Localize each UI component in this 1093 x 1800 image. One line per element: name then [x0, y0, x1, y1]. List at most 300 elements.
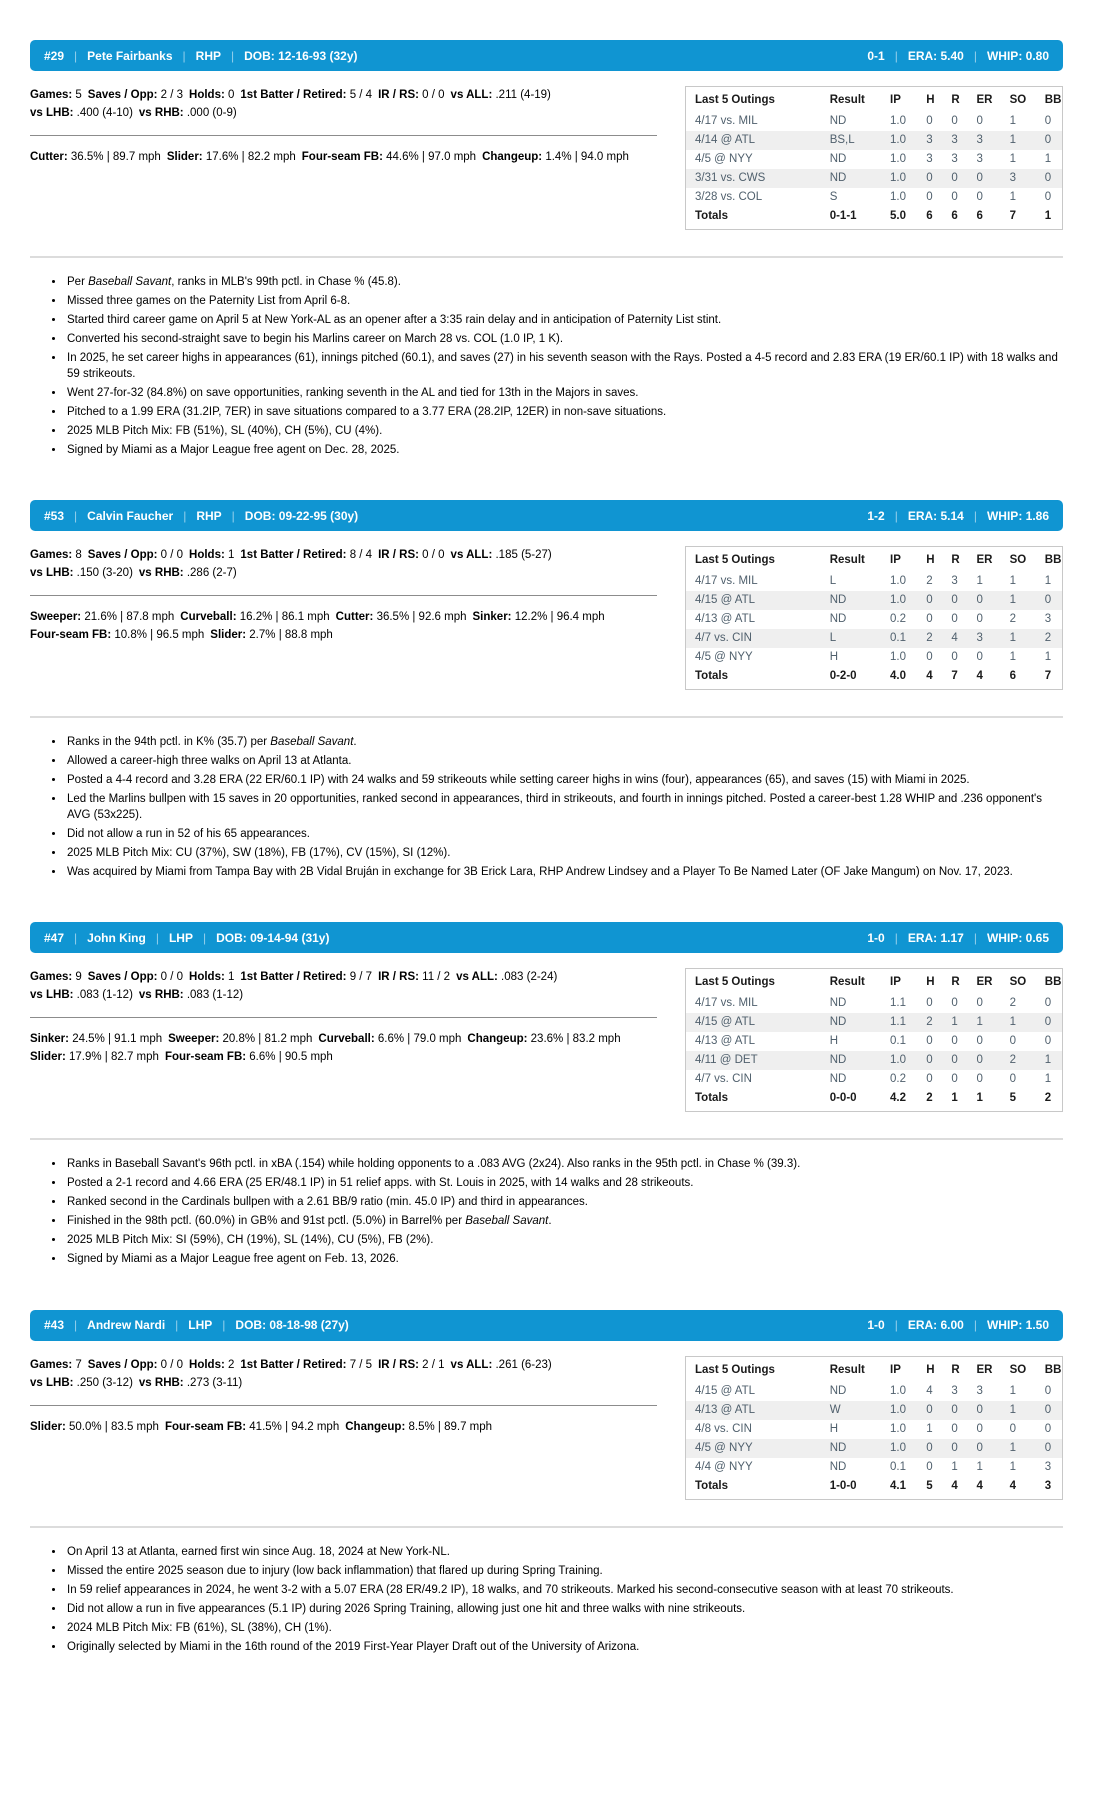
outing-cell: 4 — [951, 632, 958, 644]
stat-label: vs LHB: — [30, 1376, 74, 1389]
outing-cell: 0 — [926, 1073, 933, 1085]
outing-cell: 1.0 — [890, 1403, 907, 1416]
outing-cell: 3/31 vs. CWS — [695, 172, 766, 184]
header-separator: | — [202, 930, 207, 945]
player-hand: LHP — [168, 930, 193, 945]
outing-cell: 1 — [1009, 191, 1017, 203]
header-separator: | — [74, 930, 78, 945]
pitch-value: 10.8% | 96.5 mph — [111, 629, 205, 641]
stat-value: 11 / 2 — [418, 971, 451, 983]
table-header-cell: H — [926, 554, 935, 566]
table-header-cell: R — [951, 554, 960, 566]
pitch-line — [30, 626, 657, 644]
header-separator: | — [182, 48, 186, 63]
italic-text: Baseball Savant — [88, 276, 172, 288]
stat-label: Saves / Opp: — [87, 971, 158, 983]
table-header-cell: R — [951, 94, 960, 106]
outing-cell: 1 — [1044, 153, 1052, 165]
outing-cell: 1 — [1009, 153, 1017, 165]
outing-cell: 1 — [1009, 1460, 1017, 1473]
outing-row — [686, 1013, 1062, 1032]
outings-body — [686, 1382, 1062, 1496]
totals-cell: 1 — [967, 1089, 1000, 1108]
outing-row — [686, 131, 1062, 150]
outing-cell: 0 — [951, 115, 958, 127]
outing-cell: 3 — [1044, 1460, 1052, 1473]
stat-value: .185 (5-27) — [492, 549, 552, 561]
outing-cell: 3/28 vs. COL — [695, 191, 763, 203]
player-era: ERA: 5.14 — [907, 508, 964, 523]
outing-row — [686, 1458, 1062, 1477]
outing-cell: 0 — [951, 1035, 958, 1047]
plain-text: . — [548, 1215, 552, 1227]
stat-value: 0 / 0 — [157, 1358, 184, 1371]
player-number: #43 — [44, 1318, 65, 1332]
outing-cell: 1.0 — [890, 115, 907, 127]
outing-cell: 0 — [1009, 1422, 1017, 1435]
outing-cell: 0.2 — [890, 613, 907, 625]
stat-value: 1 — [224, 971, 235, 983]
player-notes-list — [30, 1545, 1063, 1656]
outing-cell: 3 — [1009, 172, 1017, 184]
outing-cell: 4/13 @ ATL — [695, 613, 756, 625]
outing-cell: 4/7 vs. CIN — [695, 632, 752, 644]
stat-label: vs RHB: — [138, 1376, 184, 1389]
stat-label: vs ALL: — [450, 1358, 493, 1371]
plain-text: Led the Marlins bullpen with 15 saves in 20 opportunities, ranked second in appearances, third in strikeouts, and fourth in innings pitched. Posted a career-best 1.28 WHIP and .236 opponent's AVG (53x225). — [67, 793, 1042, 821]
outing-cell: 3 — [976, 134, 983, 146]
pitch-label: Four-seam FB: — [30, 629, 112, 641]
outing-cell: 1.0 — [890, 575, 907, 587]
section-divider — [30, 1526, 1063, 1528]
outing-cell: 0 — [926, 651, 933, 663]
stat-value: .083 (1-12) — [183, 989, 244, 1001]
outing-cell: 1.0 — [890, 191, 907, 203]
header-separator: | — [175, 1318, 179, 1332]
stats-pitch-divider — [30, 135, 657, 136]
note-item — [65, 443, 1063, 459]
outing-cell: 0 — [976, 1441, 983, 1454]
stat-label: Games: — [30, 1358, 73, 1371]
pitch-value: 6.6% | 90.5 mph — [246, 1051, 333, 1063]
outing-cell: 0 — [1009, 1035, 1017, 1047]
outing-cell: 1 — [1009, 115, 1017, 127]
pitch-value: 16.2% | 86.1 mph — [236, 611, 330, 623]
outing-cell: 0 — [926, 1460, 933, 1473]
stat-line — [30, 968, 657, 986]
outing-row — [686, 1032, 1062, 1051]
pitch-line — [30, 1030, 657, 1048]
table-header-cell: IP — [890, 976, 901, 988]
header-separator: | — [973, 1318, 977, 1332]
totals-cell: 4 — [917, 667, 942, 686]
totals-cell: 4 — [942, 1477, 967, 1496]
stat-line — [30, 86, 657, 104]
totals-cell: 4 — [967, 1477, 1000, 1496]
outings-header-row — [686, 549, 1062, 572]
note-item — [65, 332, 1063, 348]
plain-text: Allowed a career-high three walks on April 13 at Atlanta. — [67, 755, 352, 767]
pitch-value: 1.4% | 94.0 mph — [542, 151, 629, 163]
header-separator: | — [973, 508, 977, 523]
pitch-value: 36.5% | 92.6 mph — [373, 611, 467, 623]
outing-cell: 1 — [951, 1016, 958, 1028]
outing-cell: 2 — [926, 575, 933, 587]
player-notes-list — [30, 1157, 1063, 1268]
pitch-lines — [30, 1030, 657, 1066]
outing-cell: 1 — [1009, 1384, 1017, 1397]
outing-cell: 1 — [1009, 632, 1017, 644]
outing-cell: ND — [829, 1054, 847, 1066]
outing-cell: 4/7 vs. CIN — [695, 1073, 752, 1085]
table-header-cell: Result — [829, 1363, 865, 1376]
plain-text: 2025 MLB Pitch Mix: FB (51%), SL (40%), CH (5%), CU (4%). — [67, 424, 383, 437]
outing-cell: 0 — [951, 1403, 958, 1416]
outing-cell: 1 — [976, 575, 983, 587]
outing-cell: 1 — [1044, 1054, 1052, 1066]
table-header-cell: H — [926, 976, 935, 988]
section-divider — [30, 716, 1063, 718]
note-item — [65, 1640, 1063, 1656]
section-divider — [30, 1138, 1063, 1140]
stat-lines — [30, 968, 657, 1004]
outing-cell: 0 — [1044, 594, 1052, 606]
outing-cell: 4/11 @ DET — [695, 1054, 758, 1066]
note-item — [65, 1176, 1063, 1192]
outing-cell: 1 — [1009, 1403, 1017, 1416]
outing-cell: ND — [829, 1441, 847, 1454]
outing-cell: 0 — [951, 1441, 958, 1454]
stat-value: .400 (4-10) — [73, 107, 133, 119]
outing-row — [686, 591, 1062, 610]
pitch-line — [30, 608, 657, 626]
plain-text: Converted his second-straight save to begin his Marlins career on March 28 vs. COL (1.0 IP, 1 K). — [67, 333, 564, 345]
outing-cell: 0 — [1009, 1073, 1017, 1085]
totals-cell: 1 — [942, 1089, 967, 1108]
table-header-cell: Result — [829, 554, 865, 566]
totals-row — [686, 667, 1062, 686]
outings-table — [686, 1359, 1062, 1496]
outing-row — [686, 1051, 1062, 1070]
outing-cell: 0 — [976, 1054, 983, 1066]
table-header-cell: SO — [1009, 976, 1027, 988]
stat-value: 0 / 0 — [418, 89, 445, 101]
outing-cell: 1 — [1044, 1073, 1052, 1085]
outing-cell: S — [829, 191, 838, 203]
outing-cell: 0 — [951, 651, 958, 663]
player-era: ERA: 1.17 — [907, 930, 964, 945]
outing-cell: 0 — [1044, 1016, 1052, 1028]
outing-cell: 1 — [976, 1016, 983, 1028]
plain-text: , ranks in MLB's 99th pctl. in Chase % (45.8). — [171, 276, 401, 288]
stat-label: vs ALL: — [450, 549, 493, 561]
note-item — [65, 386, 1063, 402]
stat-value: 0 — [224, 89, 235, 101]
stat-label: Holds: — [189, 971, 225, 983]
outing-cell: 0 — [976, 1422, 983, 1435]
stat-label: vs ALL: — [450, 89, 493, 101]
totals-cell: 1-0-0 — [821, 1477, 881, 1496]
plain-text: Ranked second in the Cardinals bullpen with a 2.61 BB/9 ratio (min. 45.0 IP) and third in appearances. — [67, 1196, 589, 1208]
note-item — [65, 1195, 1063, 1211]
stat-value: 0 / 0 — [418, 549, 445, 561]
outing-cell: 0 — [976, 172, 983, 184]
header-separator: | — [183, 508, 187, 523]
note-item — [65, 827, 1063, 843]
outing-cell: 2 — [926, 632, 933, 644]
note-item — [65, 351, 1063, 382]
player-content-row — [30, 546, 1063, 690]
outing-cell: 0 — [1044, 1441, 1052, 1454]
outing-row — [686, 994, 1062, 1013]
outing-cell: 0 — [1044, 172, 1052, 184]
note-item — [65, 1233, 1063, 1249]
outing-cell: 0 — [926, 191, 933, 203]
player-name: John King — [87, 930, 146, 945]
totals-cell: 5 — [1001, 1089, 1036, 1108]
stat-value: 0 / 0 — [157, 549, 184, 561]
stat-value: 8 / 4 — [346, 549, 373, 561]
stat-value: .000 (0-9) — [183, 107, 237, 119]
header-separator: | — [973, 930, 977, 945]
plain-text: Per — [67, 276, 89, 288]
outing-cell: 0 — [976, 1073, 983, 1085]
header-separator: | — [973, 48, 977, 63]
player-notes-list — [30, 735, 1063, 880]
pitch-label: Sinker: — [30, 1033, 69, 1045]
stat-value: 0 / 0 — [157, 971, 184, 983]
pitch-value: 44.6% | 97.0 mph — [382, 151, 477, 163]
totals-cell: 1 — [1036, 207, 1062, 226]
outing-cell: L — [829, 575, 837, 587]
outings-table — [686, 971, 1062, 1108]
stat-value: 9 — [72, 971, 82, 983]
table-header-cell: Last 5 Outings — [695, 1363, 775, 1376]
outing-cell: 1.0 — [890, 1441, 907, 1454]
pitch-label: Curveball: — [180, 611, 237, 623]
outing-cell: 1 — [1009, 651, 1017, 663]
outings-body — [686, 994, 1062, 1108]
outing-cell: 1 — [1044, 575, 1052, 587]
stat-line — [30, 546, 657, 564]
stat-value: 7 — [72, 1358, 82, 1371]
outing-cell: 1 — [1009, 575, 1017, 587]
outing-cell: 0.1 — [890, 1035, 907, 1047]
outings-header-row — [686, 89, 1062, 112]
outing-cell: 0 — [976, 1035, 983, 1047]
outing-cell: 3 — [951, 575, 958, 587]
player-name: Calvin Faucher — [87, 508, 174, 523]
outing-cell: 1 — [976, 1460, 983, 1473]
outing-cell: 0 — [951, 613, 958, 625]
player-era: ERA: 6.00 — [907, 1318, 964, 1332]
outing-cell: BS,L — [829, 134, 855, 146]
totals-cell: Totals — [686, 667, 821, 686]
stat-label: 1st Batter / Retired: — [240, 1358, 347, 1371]
player-stats-column — [30, 546, 685, 644]
table-header-cell: BB — [1044, 94, 1062, 106]
player-hand: RHP — [195, 48, 221, 63]
stat-value: 7 / 5 — [346, 1358, 373, 1371]
totals-cell: 0-0-0 — [821, 1089, 881, 1108]
outing-cell: 0 — [951, 1422, 958, 1435]
table-header-cell: SO — [1009, 94, 1027, 106]
outing-cell: 4/15 @ ATL — [695, 594, 756, 606]
outing-cell: 1 — [1044, 651, 1052, 663]
outing-cell: ND — [829, 997, 847, 1009]
outing-cell: 0 — [951, 191, 958, 203]
outing-cell: 4/8 vs. CIN — [695, 1422, 752, 1435]
outing-cell: 1.0 — [890, 594, 907, 606]
outing-cell: 3 — [1044, 613, 1052, 625]
outings-table — [686, 89, 1062, 226]
totals-row — [686, 1089, 1062, 1108]
note-item — [65, 1564, 1063, 1580]
outing-cell: 0 — [926, 1403, 933, 1416]
stat-value: 2 / 1 — [418, 1358, 445, 1371]
note-item — [65, 294, 1063, 310]
outing-row — [686, 572, 1062, 591]
pitch-line — [30, 1418, 657, 1436]
player-section — [30, 1310, 1063, 1656]
plain-text: In 59 relief appearances in 2024, he went 3-2 with a 5.07 ERA (28 ER/49.2 IP), 18 walks, and 70 strikeouts. Marked his second-consecutive season with at least 70 strikeouts. — [67, 1583, 954, 1596]
stat-value: 5 / 4 — [346, 89, 373, 101]
pitch-line — [30, 148, 657, 166]
outing-cell: 0 — [926, 1054, 933, 1066]
pitch-value: 50.0% | 83.5 mph — [65, 1420, 159, 1433]
totals-cell: 4.1 — [881, 1477, 917, 1496]
outing-cell: 0 — [976, 191, 983, 203]
table-header-cell: ER — [976, 1363, 993, 1376]
outing-cell: 1 — [926, 1422, 933, 1435]
player-content-row — [30, 86, 1063, 230]
totals-row — [686, 1477, 1062, 1496]
section-divider — [30, 256, 1063, 258]
player-dob: DOB: 08-18-98 (27y) — [235, 1318, 349, 1332]
table-header-cell: IP — [890, 1363, 901, 1376]
player-hand: LHP — [188, 1318, 213, 1332]
player-record: 1-0 — [867, 930, 885, 945]
stat-label: IR / RS: — [378, 89, 419, 101]
player-identity — [44, 931, 329, 945]
outing-row — [686, 610, 1062, 629]
header-separator: | — [894, 1318, 898, 1332]
outing-cell: ND — [829, 1460, 847, 1473]
header-separator: | — [74, 1318, 78, 1332]
player-number: #29 — [44, 48, 65, 63]
pitch-label: Changeup: — [345, 1420, 406, 1433]
note-item — [65, 773, 1063, 789]
player-header-bar — [30, 500, 1063, 531]
pitch-label: Changeup: — [467, 1033, 528, 1045]
outing-cell: L — [829, 632, 837, 644]
plain-text: Missed three games on the Paternity List from April 6-8. — [67, 295, 351, 307]
pitch-value: 23.6% | 83.2 mph — [527, 1033, 621, 1045]
plain-text: Was acquired by Miami from Tampa Bay with 2B Vidal Bruján in exchange for 3B Erick Lara, RHP Andrew Lindsey and a Player To Be Named Later (OF Jake Mangum) on Nov. 17, 2023. — [67, 865, 1013, 878]
stat-line — [30, 104, 657, 122]
totals-cell: 6 — [967, 207, 1000, 226]
outing-row — [686, 1439, 1062, 1458]
outing-row — [686, 1401, 1062, 1420]
outing-cell: 1 — [951, 1460, 958, 1473]
outing-cell: 3 — [951, 134, 958, 146]
player-name: Pete Fairbanks — [87, 48, 173, 63]
outing-row — [686, 1070, 1062, 1089]
plain-text: Ranks in the 94th pctl. in K% (35.7) per — [67, 736, 271, 748]
outing-cell: 4/15 @ ATL — [695, 1016, 756, 1028]
table-header-cell: SO — [1009, 554, 1027, 566]
stat-value: 2 — [224, 1358, 235, 1371]
stat-label: vs LHB: — [30, 107, 74, 119]
outing-cell: 0 — [976, 651, 983, 663]
header-separator: | — [894, 48, 898, 63]
plain-text: Originally selected by Miami in the 16th round of the 2019 First-Year Player Draft out of the University of Arizona. — [67, 1640, 640, 1653]
outing-cell: 1 — [1009, 594, 1017, 606]
header-separator: | — [231, 48, 235, 63]
outing-cell: 1.0 — [890, 153, 907, 165]
player-dob: DOB: 09-22-95 (30y) — [244, 508, 359, 523]
table-header-cell: H — [926, 1363, 935, 1376]
player-stats-column — [30, 968, 685, 1066]
pitch-value: 41.5% | 94.2 mph — [246, 1420, 340, 1433]
stat-value: 5 — [72, 89, 82, 101]
last-5-outings-table — [685, 968, 1063, 1112]
pitch-value: 36.5% | 89.7 mph — [67, 151, 161, 163]
header-separator: | — [74, 48, 78, 63]
outing-cell: 3 — [951, 1384, 958, 1397]
stats-pitch-divider — [30, 1017, 657, 1018]
totals-cell: 6 — [942, 207, 967, 226]
pitch-value: 6.6% | 79.0 mph — [374, 1033, 462, 1045]
stat-value: .083 (1-12) — [73, 989, 133, 1001]
totals-row — [686, 207, 1062, 226]
stat-lines — [30, 546, 657, 582]
player-summary-stats — [867, 509, 1049, 523]
player-number: #53 — [44, 508, 65, 523]
table-header-cell: Result — [829, 976, 865, 988]
outing-cell: 4/13 @ ATL — [695, 1035, 756, 1047]
plain-text: Posted a 4-4 record and 3.28 ERA (22 ER/60.1 IP) with 24 walks and 59 strikeouts while setting career highs in wins (four), appearances (65), and saves (15) with Miami in 2025. — [67, 774, 970, 786]
outing-cell: 1.1 — [890, 997, 907, 1009]
pitch-label: Sweeper: — [30, 611, 82, 623]
stat-label: Games: — [30, 549, 73, 561]
totals-cell: 2 — [917, 1089, 942, 1108]
stat-value: 2 / 3 — [157, 89, 184, 101]
outing-row — [686, 1420, 1062, 1439]
outings-body — [686, 112, 1062, 226]
stat-label: vs LHB: — [30, 567, 74, 579]
player-era: ERA: 5.40 — [907, 48, 964, 63]
player-section — [30, 500, 1063, 880]
table-header-cell: BB — [1044, 554, 1062, 566]
pitch-value: 24.5% | 91.1 mph — [69, 1033, 163, 1045]
totals-cell: 7 — [1036, 667, 1062, 686]
totals-cell: 7 — [1001, 207, 1036, 226]
player-dob: DOB: 09-14-94 (31y) — [216, 930, 330, 945]
plain-text: Started third career game on April 5 at New York-AL as an opener after a 3:35 rain delay and in anticipation of Paternity List stint. — [67, 314, 722, 326]
outing-cell: H — [829, 651, 839, 663]
totals-cell: 3 — [1036, 1477, 1062, 1496]
outing-cell: 4/17 vs. MIL — [695, 575, 758, 587]
pitch-lines — [30, 608, 657, 644]
outing-cell: 3 — [951, 153, 958, 165]
stat-line — [30, 1356, 657, 1374]
pitch-value: 20.8% | 81.2 mph — [219, 1033, 313, 1045]
outing-cell: 0 — [1044, 134, 1052, 146]
totals-cell: 0-1-1 — [821, 207, 881, 226]
stat-label: Saves / Opp: — [87, 89, 158, 101]
outing-cell: 4/17 vs. MIL — [695, 997, 758, 1009]
